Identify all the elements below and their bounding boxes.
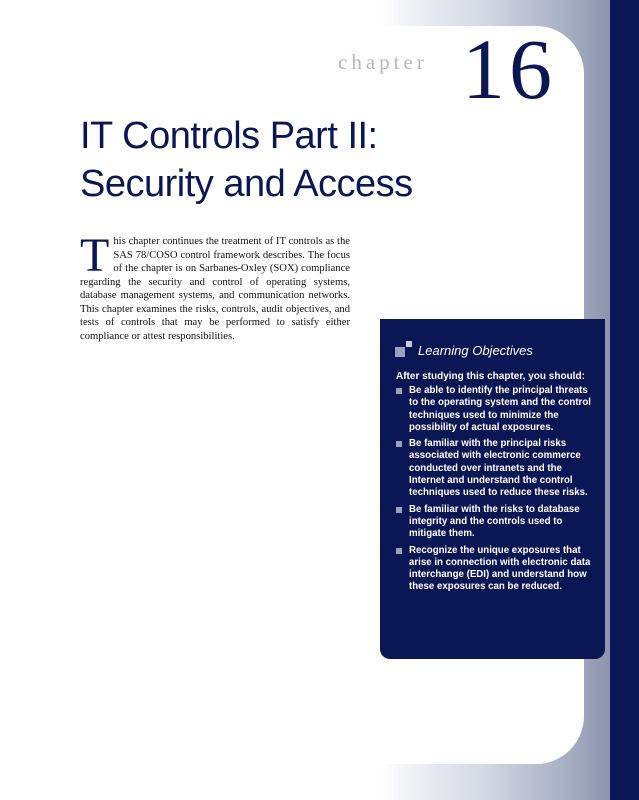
chapter-number: 16: [462, 21, 556, 117]
chapter-title: [80, 112, 440, 208]
decorative-squares-icon: [395, 341, 419, 359]
square-bullet-icon: [396, 441, 402, 447]
drop-cap: T: [80, 229, 110, 282]
learning-objective-text: Recognize the unique exposures that arise in connection with electronic data interchange (EDI) and understand how these exposures can be reduced.: [409, 544, 591, 593]
chapter-title-line-2: Security and Access: [80, 163, 413, 205]
intro-text: his chapter continues the treatment of IT controls as the SAS 78/COSO control framework describes. The focus of the chapter is on Sarbanes-Oxley (SOX) compliance regarding the security and control of operating systems, database management systems, and communication networks. This chapter examines the risks, controls, audit objectives, and tests of controls that may be performed to satisfy either compliance or attest responsibilities.: [80, 236, 350, 342]
edge-bar: [610, 0, 639, 800]
learning-objectives-heading: Learning Objectives: [418, 343, 533, 358]
square-bullet-icon: [396, 507, 402, 513]
learning-objective-item: [396, 385, 596, 434]
learning-objective-text: Be familiar with the risks to database integrity and the controls used to mitigate them.: [409, 503, 580, 540]
chapter-label: chapter: [338, 50, 428, 74]
square-bullet-icon: [396, 388, 402, 394]
learning-objective-item: [396, 504, 596, 541]
square-bullet-icon: [396, 548, 402, 554]
learning-objective-item: [396, 545, 596, 594]
learning-objectives-box: [380, 319, 605, 659]
intro-paragraph: [80, 229, 350, 343]
learning-objectives-intro: After studying this chapter, you should:: [396, 371, 585, 382]
learning-objective-text: Be familiar with the principal risks associated with electronic commerce conducted over intranets and the Internet and understand the control techniques used to reduce these risks.: [409, 438, 588, 499]
learning-objective-item: [396, 438, 596, 499]
chapter-title-line-1: IT Controls Part II:: [80, 115, 378, 157]
learning-objectives-list: [396, 385, 596, 598]
learning-objective-text: Be able to identify the principal threats to the operating system and the control techniques used to minimize the possibility of actual exposures.: [409, 385, 591, 433]
